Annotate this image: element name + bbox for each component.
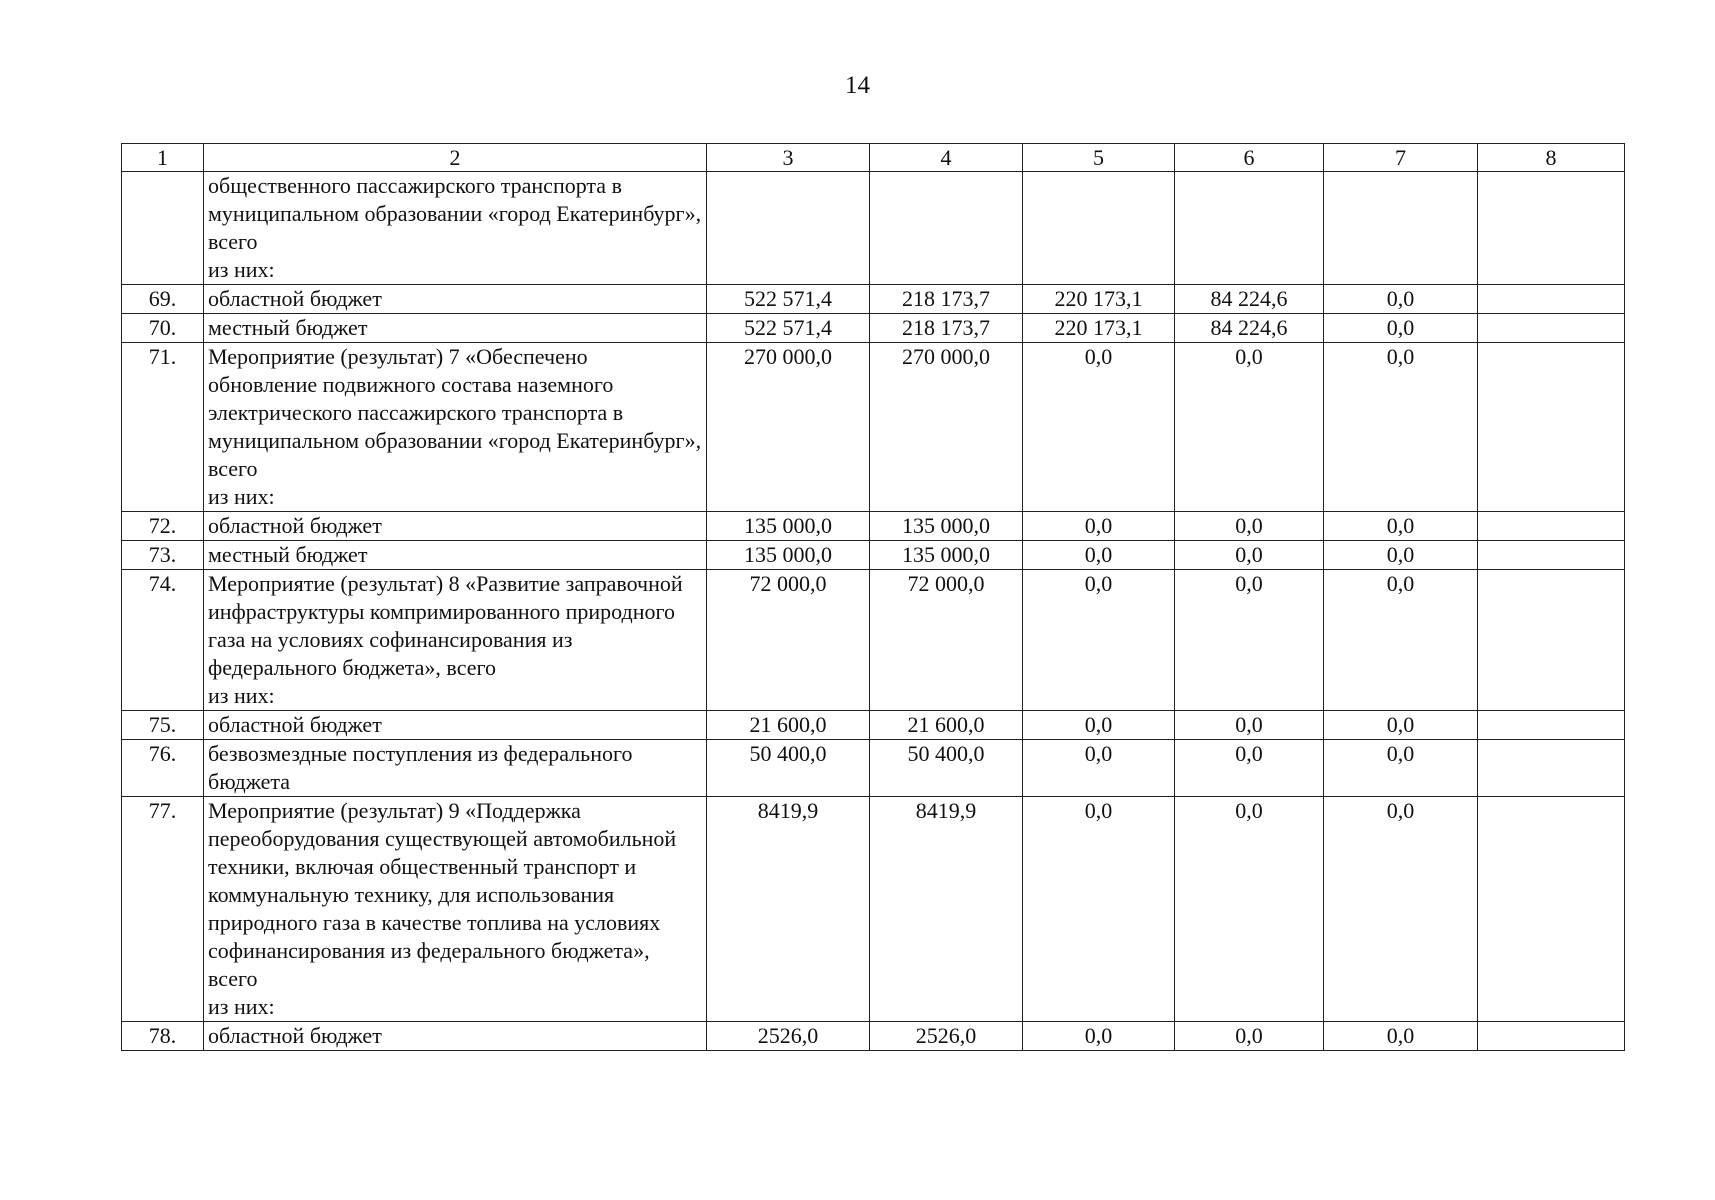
- value-cell-c4: 218 173,7: [870, 285, 1023, 314]
- value-cell-c6: [1175, 172, 1324, 285]
- row-description: Мероприятие (результат) 7 «Обеспечено обновление подвижного состава наземного электрического пассажирского транспорта в муниципальном образовании «город Екатеринбург», всего: [208, 344, 702, 481]
- value-cell-c5: [1023, 172, 1175, 285]
- value-cell-c8: [1478, 1022, 1625, 1051]
- value-cell-c6: 0,0: [1175, 343, 1324, 512]
- value-cell-c8: [1478, 740, 1625, 797]
- row-number: 76.: [122, 740, 204, 797]
- value-cell-c7: [1324, 172, 1478, 285]
- value-cell-c8: [1478, 797, 1625, 1022]
- value-cell-c8: [1478, 711, 1625, 740]
- value-cell-c3: 2526,0: [707, 1022, 870, 1051]
- value-cell-c5: 0,0: [1023, 541, 1175, 570]
- row-number: 75.: [122, 711, 204, 740]
- row-subheading: из них:: [208, 994, 275, 1019]
- row-description: местный бюджет: [208, 315, 368, 340]
- value-cell-c7: 0,0: [1324, 797, 1478, 1022]
- row-description-cell: [204, 1022, 707, 1051]
- value-cell-c4: 135 000,0: [870, 512, 1023, 541]
- value-cell-c8: [1478, 541, 1625, 570]
- table-row: [122, 343, 1625, 512]
- value-cell-c4: 8419,9: [870, 797, 1023, 1022]
- value-cell-c4: 2526,0: [870, 1022, 1023, 1051]
- value-cell-c8: [1478, 172, 1625, 285]
- value-cell-c7: 0,0: [1324, 314, 1478, 343]
- row-description-cell: [204, 285, 707, 314]
- value-cell-c5: 0,0: [1023, 711, 1175, 740]
- row-description: общественного пассажирского транспорта в муниципальном образовании «город Екатеринбург», всего: [208, 173, 702, 254]
- row-number: 78.: [122, 1022, 204, 1051]
- value-cell-c6: 0,0: [1175, 711, 1324, 740]
- table-row: [122, 1022, 1625, 1051]
- row-description: областной бюджет: [208, 1023, 382, 1048]
- value-cell-c3: 270 000,0: [707, 343, 870, 512]
- value-cell-c6: 0,0: [1175, 797, 1324, 1022]
- value-cell-c8: [1478, 343, 1625, 512]
- table-row: [122, 797, 1625, 1022]
- value-cell-c5: 220 173,1: [1023, 285, 1175, 314]
- value-cell-c3: 522 571,4: [707, 285, 870, 314]
- column-header: 6: [1175, 144, 1324, 172]
- budget-table: [121, 143, 1625, 1051]
- value-cell-c3: 8419,9: [707, 797, 870, 1022]
- value-cell-c5: 0,0: [1023, 797, 1175, 1022]
- row-number: 71.: [122, 343, 204, 512]
- value-cell-c7: 0,0: [1324, 740, 1478, 797]
- row-number: 77.: [122, 797, 204, 1022]
- value-cell-c4: 21 600,0: [870, 711, 1023, 740]
- column-header: 8: [1478, 144, 1625, 172]
- value-cell-c7: 0,0: [1324, 711, 1478, 740]
- table-row: [122, 570, 1625, 711]
- row-description: областной бюджет: [208, 286, 382, 311]
- value-cell-c5: 0,0: [1023, 570, 1175, 711]
- value-cell-c5: 220 173,1: [1023, 314, 1175, 343]
- column-header: 3: [707, 144, 870, 172]
- value-cell-c8: [1478, 314, 1625, 343]
- row-number: 69.: [122, 285, 204, 314]
- column-header: 7: [1324, 144, 1478, 172]
- row-description-cell: [204, 740, 707, 797]
- table-row: [122, 740, 1625, 797]
- value-cell-c7: 0,0: [1324, 1022, 1478, 1051]
- row-number: 74.: [122, 570, 204, 711]
- value-cell-c4: 135 000,0: [870, 541, 1023, 570]
- value-cell-c8: [1478, 285, 1625, 314]
- value-cell-c5: 0,0: [1023, 512, 1175, 541]
- table-header-row: [122, 144, 1625, 172]
- column-header: 4: [870, 144, 1023, 172]
- value-cell-c6: 84 224,6: [1175, 314, 1324, 343]
- row-description-cell: [204, 343, 707, 512]
- value-cell-c7: 0,0: [1324, 541, 1478, 570]
- table-row: [122, 172, 1625, 285]
- column-header: 1: [122, 144, 204, 172]
- row-number: 70.: [122, 314, 204, 343]
- row-subheading: из них:: [208, 484, 275, 509]
- value-cell-c6: 0,0: [1175, 512, 1324, 541]
- row-number: [122, 172, 204, 285]
- row-description-cell: [204, 570, 707, 711]
- row-description: Мероприятие (результат) 8 «Развитие заправочной инфраструктуры компримированного природного газа на условиях софинансирования из федерального бюджета», всего: [208, 571, 683, 680]
- value-cell-c5: 0,0: [1023, 740, 1175, 797]
- value-cell-c3: 522 571,4: [707, 314, 870, 343]
- value-cell-c6: 0,0: [1175, 541, 1324, 570]
- row-description-cell: [204, 314, 707, 343]
- value-cell-c7: 0,0: [1324, 512, 1478, 541]
- value-cell-c7: 0,0: [1324, 285, 1478, 314]
- row-description: областной бюджет: [208, 513, 382, 538]
- table-row: [122, 314, 1625, 343]
- value-cell-c4: 72 000,0: [870, 570, 1023, 711]
- column-header: 2: [204, 144, 707, 172]
- value-cell-c5: 0,0: [1023, 1022, 1175, 1051]
- table-row: [122, 541, 1625, 570]
- value-cell-c3: 135 000,0: [707, 541, 870, 570]
- page-number: 14: [845, 72, 870, 99]
- value-cell-c3: 135 000,0: [707, 512, 870, 541]
- value-cell-c3: 72 000,0: [707, 570, 870, 711]
- column-header: 5: [1023, 144, 1175, 172]
- row-description-cell: [204, 172, 707, 285]
- row-number: 73.: [122, 541, 204, 570]
- value-cell-c4: 270 000,0: [870, 343, 1023, 512]
- row-description: областной бюджет: [208, 712, 382, 737]
- value-cell-c6: 0,0: [1175, 570, 1324, 711]
- row-number: 72.: [122, 512, 204, 541]
- row-description-cell: [204, 541, 707, 570]
- row-description: местный бюджет: [208, 542, 368, 567]
- value-cell-c8: [1478, 512, 1625, 541]
- table-row: [122, 285, 1625, 314]
- value-cell-c6: 84 224,6: [1175, 285, 1324, 314]
- row-description: безвозмездные поступления из федерального бюджета: [208, 741, 633, 794]
- row-description-cell: [204, 711, 707, 740]
- value-cell-c7: 0,0: [1324, 570, 1478, 711]
- value-cell-c4: 218 173,7: [870, 314, 1023, 343]
- value-cell-c8: [1478, 570, 1625, 711]
- row-subheading: из них:: [208, 257, 275, 282]
- row-description: Мероприятие (результат) 9 «Поддержка переоборудования существующей автомобильной техники, включая общественный транспорт и коммунальную технику, для использования природного газа в качестве топлива на условиях софинансирования из федерального бюджета», всего: [208, 798, 677, 991]
- table-row: [122, 711, 1625, 740]
- value-cell-c7: 0,0: [1324, 343, 1478, 512]
- table-row: [122, 512, 1625, 541]
- row-subheading: из них:: [208, 683, 275, 708]
- value-cell-c5: 0,0: [1023, 343, 1175, 512]
- value-cell-c3: 50 400,0: [707, 740, 870, 797]
- value-cell-c6: 0,0: [1175, 740, 1324, 797]
- value-cell-c6: 0,0: [1175, 1022, 1324, 1051]
- row-description-cell: [204, 512, 707, 541]
- value-cell-c3: [707, 172, 870, 285]
- value-cell-c4: 50 400,0: [870, 740, 1023, 797]
- row-description-cell: [204, 797, 707, 1022]
- value-cell-c3: 21 600,0: [707, 711, 870, 740]
- value-cell-c4: [870, 172, 1023, 285]
